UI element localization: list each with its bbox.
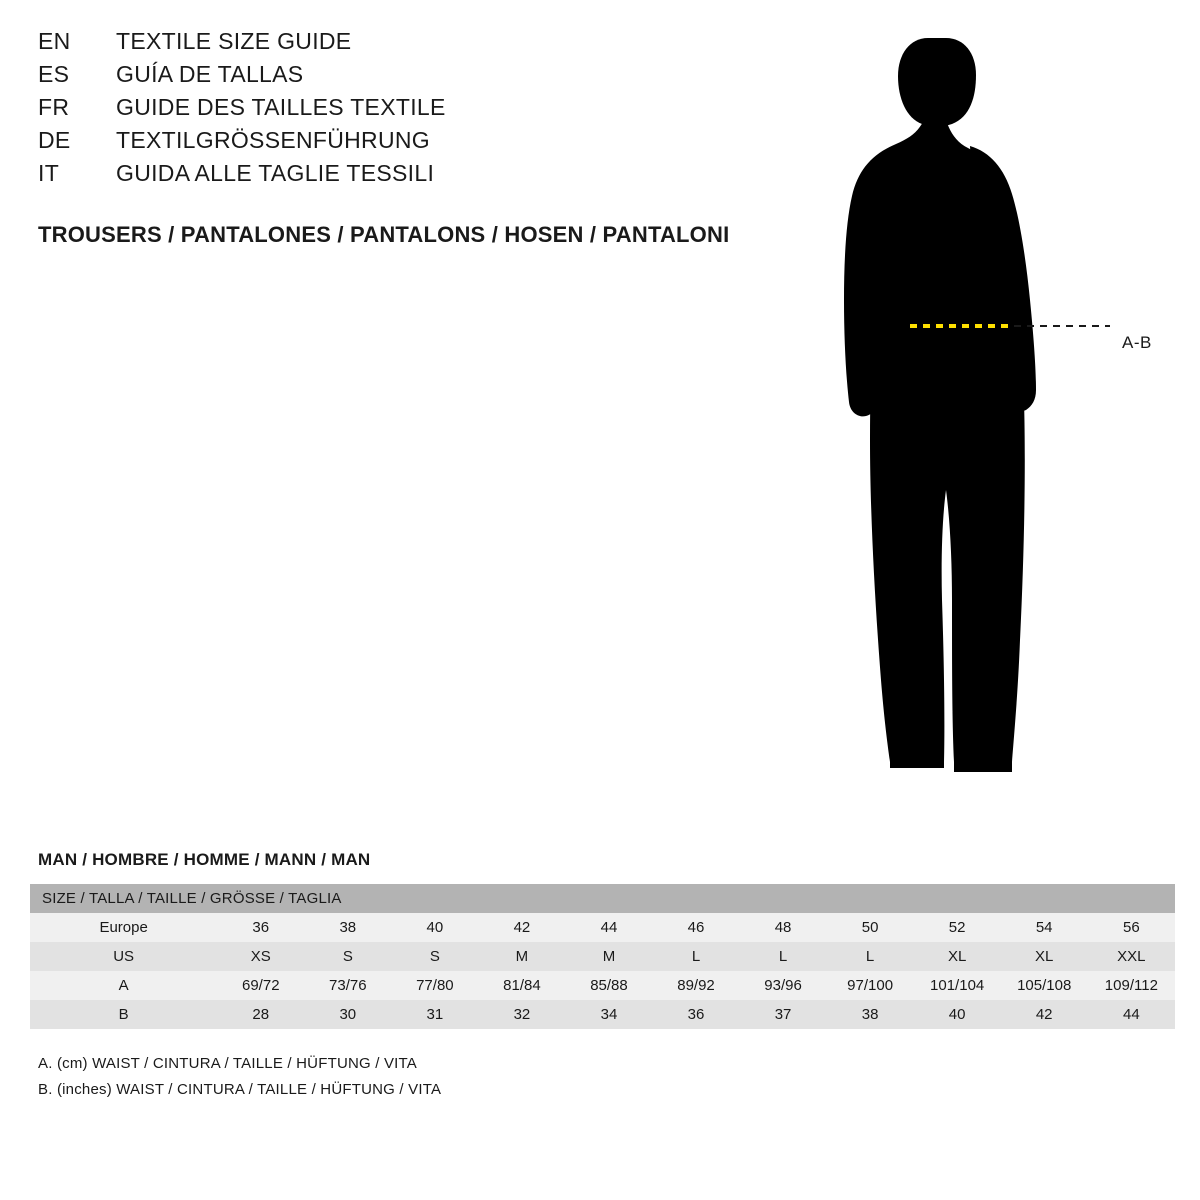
row-label: B (118, 1006, 129, 1023)
cell: 38 (861, 1006, 879, 1023)
language-text: GUIDA ALLE TAGLIE TESSILI (116, 160, 435, 186)
language-text: TEXTILE SIZE GUIDE (116, 28, 352, 54)
cell: 36 (252, 919, 270, 936)
cell: L (778, 948, 788, 965)
language-code: EN (38, 28, 71, 54)
cell: S (342, 948, 353, 965)
language-text: GUIDE DES TAILLES TEXTILE (116, 94, 446, 120)
cell: 36 (687, 1006, 705, 1023)
cell: XL (1035, 948, 1054, 965)
cell: 40 (948, 1006, 966, 1023)
cell: 69/72 (242, 977, 280, 994)
language-row (38, 94, 798, 127)
language-row (38, 160, 798, 193)
size-table-section (30, 850, 1175, 1103)
figure-illustration (800, 20, 1200, 810)
language-row (38, 28, 798, 61)
cell: 28 (252, 1006, 270, 1023)
table-header-label: SIZE / TALLA / TAILLE / GRÖSSE / TAGLIA (42, 890, 342, 907)
cell: 30 (339, 1006, 357, 1023)
table-row (30, 913, 1175, 942)
cell: L (865, 948, 875, 965)
table-row (30, 1000, 1175, 1029)
cell: XL (947, 948, 967, 965)
cell: 89/92 (677, 977, 715, 994)
cell: 31 (426, 1006, 444, 1023)
cell: 38 (339, 919, 357, 936)
table-header-row (30, 884, 1175, 913)
table-row (30, 971, 1175, 1000)
legend-line-b: B. (inches) WAIST / CINTURA / TAILLE / HÜFTUNG / VITA (38, 1081, 442, 1098)
cell: XXL (1117, 948, 1146, 965)
language-code: DE (38, 127, 71, 153)
cell: 46 (687, 919, 705, 936)
row-label: US (113, 948, 135, 965)
size-table (30, 884, 1175, 1029)
language-list (38, 28, 798, 193)
cell: 44 (1123, 1006, 1140, 1023)
legend (38, 1051, 1175, 1103)
language-row (38, 127, 798, 160)
language-row (38, 61, 798, 94)
gender-title: MAN / HOMBRE / HOMME / MANN / MAN (38, 850, 371, 869)
cell: L (691, 948, 701, 965)
cell: 97/100 (847, 977, 894, 994)
cell: 42 (513, 919, 531, 936)
row-label: A (118, 977, 129, 994)
cell: 73/76 (329, 977, 367, 994)
language-code: IT (38, 160, 60, 186)
cell: 105/108 (1017, 977, 1072, 994)
language-code: ES (38, 61, 70, 87)
cell: 48 (774, 919, 792, 936)
language-text: GUÍA DE TALLAS (116, 61, 304, 87)
garment-type-title: TROUSERS / PANTALONES / PANTALONS / HOSEN / PANTALONI (38, 222, 730, 247)
cell: 50 (861, 919, 879, 936)
cell: 40 (426, 919, 444, 936)
cell: 34 (600, 1006, 618, 1023)
cell: 42 (1035, 1006, 1053, 1023)
cell: 77/80 (416, 977, 454, 994)
measure-label-ab: A-B (1122, 333, 1152, 352)
language-code: FR (38, 94, 70, 120)
row-label: Europe (99, 919, 148, 936)
cell: 32 (513, 1006, 531, 1023)
legend-line-a: A. (cm) WAIST / CINTURA / TAILLE / HÜFTUNG / VITA (38, 1055, 417, 1072)
language-text: TEXTILGRÖSSENFÜHRUNG (116, 127, 430, 153)
cell: M (602, 948, 616, 965)
cell: 56 (1123, 919, 1140, 936)
cell: 44 (600, 919, 618, 936)
cell: 54 (1035, 919, 1053, 936)
cell: XS (250, 948, 271, 965)
cell: S (429, 948, 440, 965)
cell: 52 (948, 919, 966, 936)
cell: 93/96 (764, 977, 802, 994)
cell: 81/84 (503, 977, 541, 994)
cell: 109/112 (1104, 977, 1158, 994)
cell: 101/104 (930, 977, 985, 994)
male-silhouette-icon (800, 20, 1200, 810)
cell: 37 (774, 1006, 792, 1023)
cell: M (515, 948, 529, 965)
cell: 85/88 (590, 977, 628, 994)
table-row (30, 942, 1175, 971)
